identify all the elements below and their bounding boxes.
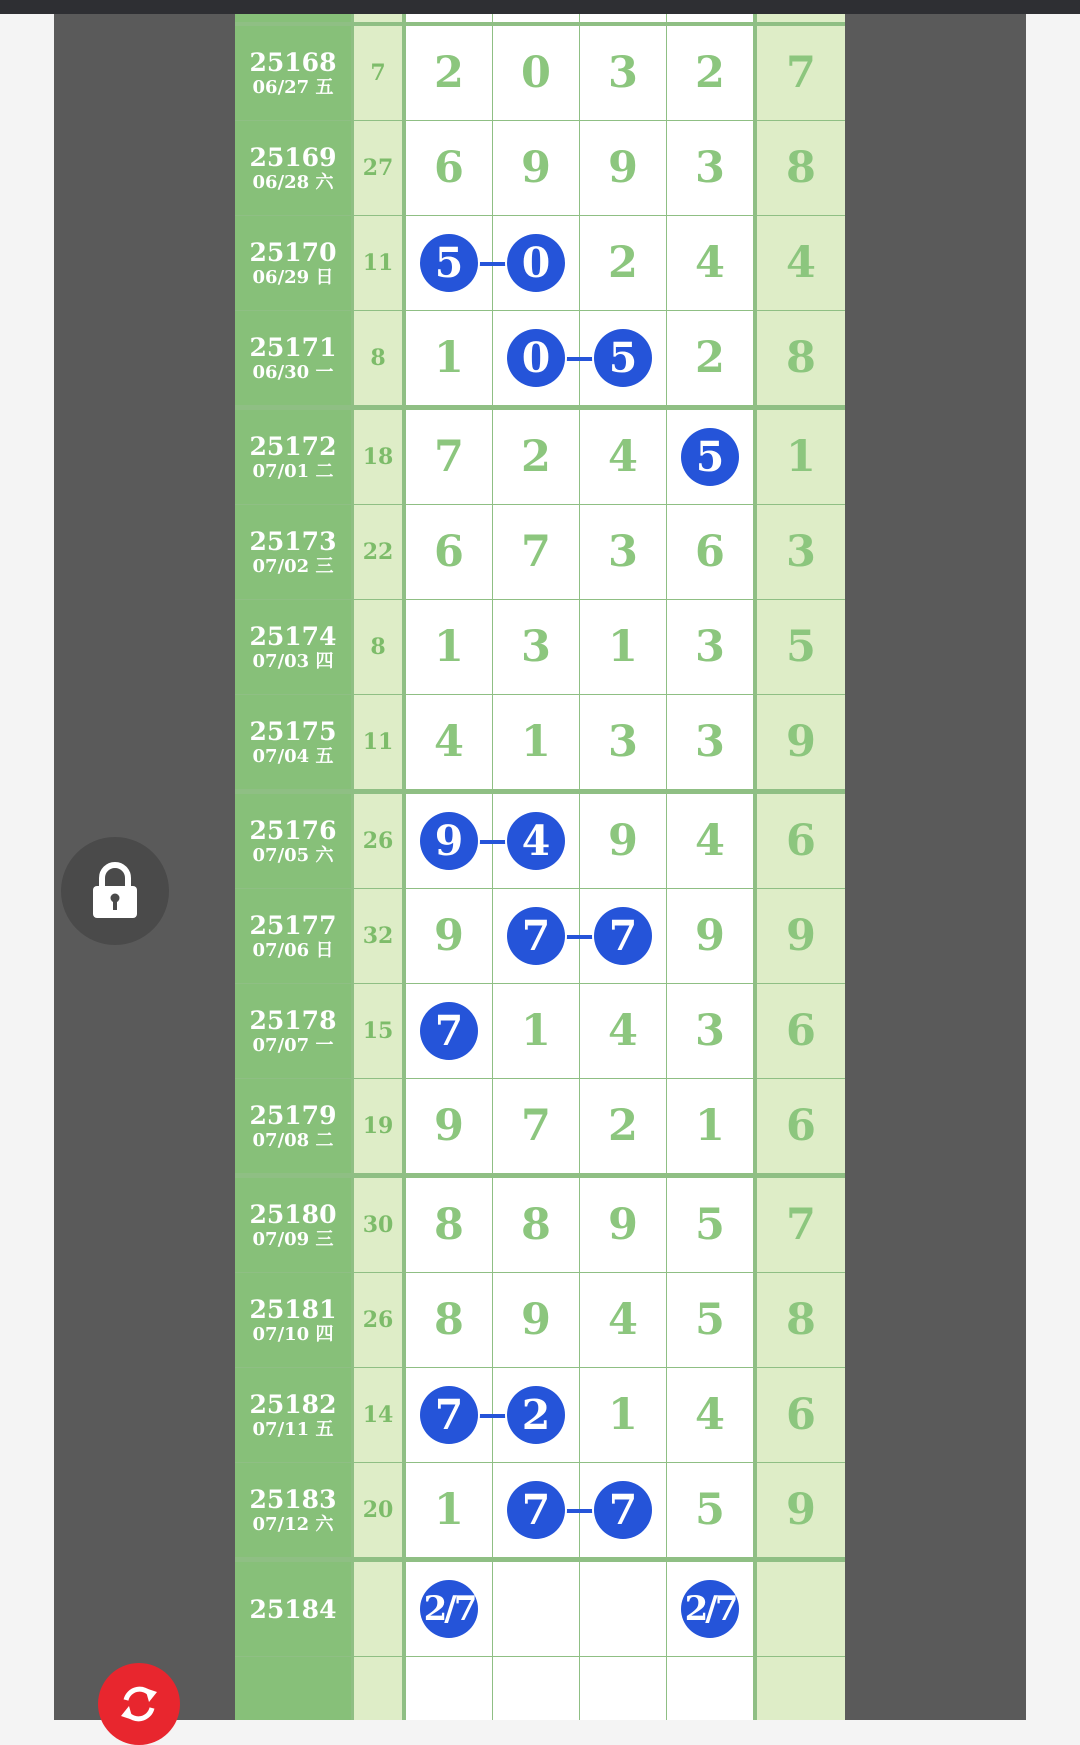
issue-number: 25174 — [249, 621, 337, 651]
digit-cell — [580, 794, 666, 888]
trend-table[interactable] — [235, 14, 845, 1720]
digit-cell — [406, 1178, 492, 1272]
digit-cell — [667, 600, 753, 694]
issue-number: 25173 — [249, 526, 337, 556]
issue-date: 07/05 六 — [252, 844, 334, 866]
digit-value: 8 — [521, 1200, 551, 1250]
digit-cell — [580, 505, 666, 599]
table-top-fragment — [235, 14, 845, 22]
issue-cell — [235, 1657, 351, 1720]
top-status-bar — [0, 0, 1080, 14]
issue-number: 25177 — [249, 910, 337, 940]
last-value-cell: 1 — [757, 410, 845, 504]
digit-cell — [667, 695, 753, 789]
digit-cell — [406, 1562, 492, 1656]
issue-number: 25182 — [249, 1389, 337, 1419]
issue-date: 07/06 日 — [252, 939, 334, 961]
digit-value: 1 — [521, 717, 551, 767]
digit-cell — [667, 1178, 753, 1272]
issue-date: 07/07 一 — [252, 1034, 334, 1056]
refresh-icon — [117, 1682, 161, 1726]
issue-date: 07/01 二 — [252, 460, 334, 482]
digit-cell — [406, 889, 492, 983]
ball-connector — [565, 1509, 594, 1513]
digit-cell — [667, 1562, 753, 1656]
digit-cell — [580, 1178, 666, 1272]
digit-cell — [406, 1463, 492, 1557]
issue-number: 25170 — [249, 237, 337, 267]
digit-value: 6 — [434, 527, 464, 577]
highlight-ball: 2/7 — [681, 1580, 739, 1638]
digit-value: 3 — [695, 1006, 725, 1056]
highlight-ball: 7 — [420, 1002, 478, 1060]
digit-value: 1 — [521, 1006, 551, 1056]
highlight-ball: 4 — [507, 812, 565, 870]
table-row — [235, 26, 845, 120]
digit-value: 6 — [695, 527, 725, 577]
digit-cell — [493, 1079, 579, 1173]
digit-value: 1 — [434, 333, 464, 383]
issue-cell — [235, 505, 351, 599]
digit-value: 3 — [608, 48, 638, 98]
digit-cell — [580, 984, 666, 1078]
sum-cell: 26 — [354, 1273, 402, 1367]
last-value-cell: 6 — [757, 794, 845, 888]
table-cell-fragment — [235, 14, 351, 22]
digit-cell — [406, 695, 492, 789]
last-value-cell: 9 — [757, 889, 845, 983]
digit-value: 5 — [695, 1200, 725, 1250]
issue-cell — [235, 1178, 351, 1272]
digit-cell — [667, 889, 753, 983]
table-row — [235, 1562, 845, 1656]
last-value-cell: 7 — [757, 26, 845, 120]
last-value-cell: 8 — [757, 121, 845, 215]
last-value-cell: 8 — [757, 1273, 845, 1367]
digit-cell — [406, 1273, 492, 1367]
digit-value: 9 — [521, 1295, 551, 1345]
highlight-ball: 0 — [507, 329, 565, 387]
issue-date: 07/10 四 — [252, 1323, 334, 1345]
digit-value: 1 — [608, 1390, 638, 1440]
refresh-button[interactable] — [98, 1663, 180, 1745]
issue-number: 25178 — [249, 1005, 337, 1035]
table-row — [235, 889, 845, 983]
last-value-cell — [757, 1657, 845, 1720]
issue-date: 06/29 日 — [252, 266, 334, 288]
digit-cell — [493, 984, 579, 1078]
digit-value: 5 — [695, 1295, 725, 1345]
issue-number: 25168 — [249, 47, 337, 77]
digit-cell — [493, 1273, 579, 1367]
sum-cell: 22 — [354, 505, 402, 599]
digit-cell — [493, 26, 579, 120]
table-cell-fragment — [757, 14, 845, 22]
ball-connector — [478, 840, 507, 844]
digit-value: 9 — [608, 816, 638, 866]
digit-value: 8 — [434, 1295, 464, 1345]
digit-cell — [667, 505, 753, 599]
digit-cell — [406, 410, 492, 504]
digit-cell — [580, 600, 666, 694]
digit-cell — [667, 410, 753, 504]
table-row — [235, 505, 845, 599]
highlight-ball: 5 — [594, 329, 652, 387]
sum-cell: 15 — [354, 984, 402, 1078]
digit-value: 8 — [434, 1200, 464, 1250]
digit-value: 4 — [608, 432, 638, 482]
issue-number: 25171 — [249, 332, 337, 362]
sum-cell: 11 — [354, 216, 402, 310]
digit-value: 4 — [695, 1390, 725, 1440]
sum-cell: 20 — [354, 1463, 402, 1557]
digit-cell — [580, 26, 666, 120]
sum-cell: 27 — [354, 121, 402, 215]
sum-cell: 8 — [354, 311, 402, 405]
issue-date: 06/27 五 — [252, 76, 334, 98]
digit-cell — [667, 216, 753, 310]
digit-cell — [580, 1273, 666, 1367]
issue-cell — [235, 1273, 351, 1367]
digit-value: 1 — [608, 622, 638, 672]
table-row — [235, 1178, 845, 1272]
table-row — [235, 600, 845, 694]
last-value-cell: 6 — [757, 984, 845, 1078]
sum-cell: 18 — [354, 410, 402, 504]
digit-cell — [580, 216, 666, 310]
digit-cell — [493, 410, 579, 504]
ball-connector — [565, 935, 594, 939]
table-row — [235, 1273, 845, 1367]
digit-cell — [493, 695, 579, 789]
highlight-ball: 5 — [681, 428, 739, 486]
table-cell-fragment — [493, 14, 579, 22]
digit-cell — [406, 121, 492, 215]
issue-date: 07/02 三 — [252, 555, 334, 577]
issue-number: 25180 — [249, 1199, 337, 1229]
digit-value: 0 — [521, 48, 551, 98]
highlight-ball: 0 — [507, 234, 565, 292]
digit-value: 9 — [434, 1101, 464, 1151]
digit-cell — [580, 410, 666, 504]
digit-cell — [580, 1562, 666, 1656]
digit-value: 3 — [695, 143, 725, 193]
digit-cell — [667, 1368, 753, 1462]
sum-cell: 7 — [354, 26, 402, 120]
digit-value: 4 — [608, 1295, 638, 1345]
table-row — [235, 1079, 845, 1173]
digit-cell — [580, 1657, 666, 1720]
issue-date: 06/30 一 — [252, 361, 334, 383]
digit-value: 7 — [521, 1101, 551, 1151]
last-value-cell: 9 — [757, 695, 845, 789]
digit-value: 6 — [434, 143, 464, 193]
digit-value: 1 — [434, 1485, 464, 1535]
digit-value: 9 — [695, 911, 725, 961]
highlight-ball: 2/7 — [420, 1580, 478, 1638]
issue-cell — [235, 26, 351, 120]
digit-value: 1 — [434, 622, 464, 672]
digit-cell — [667, 26, 753, 120]
digit-cell — [493, 121, 579, 215]
digit-cell — [667, 794, 753, 888]
issue-number: 25179 — [249, 1100, 337, 1130]
highlight-ball: 7 — [594, 907, 652, 965]
highlight-ball: 2 — [507, 1386, 565, 1444]
issue-cell — [235, 1562, 351, 1656]
last-value-cell — [757, 1562, 845, 1656]
digit-cell — [406, 1657, 492, 1720]
table-row — [235, 1463, 845, 1557]
lock-icon — [88, 860, 142, 922]
digit-cell — [406, 505, 492, 599]
digit-cell — [667, 1657, 753, 1720]
ball-connector — [478, 1414, 507, 1418]
highlight-ball: 7 — [420, 1386, 478, 1444]
table-row — [235, 1368, 845, 1462]
digit-value: 3 — [695, 717, 725, 767]
digit-value: 9 — [608, 1200, 638, 1250]
sum-cell: 30 — [354, 1178, 402, 1272]
issue-number: 25169 — [249, 142, 337, 172]
digit-cell — [667, 1273, 753, 1367]
digit-cell — [667, 311, 753, 405]
table-row — [235, 984, 845, 1078]
digit-value: 9 — [521, 143, 551, 193]
digit-value: 9 — [608, 143, 638, 193]
digit-cell — [580, 695, 666, 789]
digit-value: 7 — [521, 527, 551, 577]
last-value-cell: 6 — [757, 1368, 845, 1462]
highlight-ball: 9 — [420, 812, 478, 870]
sum-cell: 8 — [354, 600, 402, 694]
issue-number: 25184 — [249, 1594, 337, 1624]
digit-value: 3 — [608, 527, 638, 577]
table-row — [235, 311, 845, 405]
highlight-ball: 7 — [507, 907, 565, 965]
digit-cell — [667, 1463, 753, 1557]
digit-cell — [493, 1562, 579, 1656]
digit-cell — [667, 984, 753, 1078]
sum-cell — [354, 1562, 402, 1656]
issue-date: 07/12 六 — [252, 1513, 334, 1535]
table-cell-fragment — [580, 14, 666, 22]
issue-date: 07/04 五 — [252, 745, 334, 767]
digit-cell — [406, 1079, 492, 1173]
table-row — [235, 216, 845, 310]
digit-value: 4 — [695, 238, 725, 288]
last-value-cell: 5 — [757, 600, 845, 694]
issue-number: 25181 — [249, 1294, 337, 1324]
last-value-cell: 6 — [757, 1079, 845, 1173]
digit-value: 1 — [695, 1101, 725, 1151]
table-row — [235, 121, 845, 215]
digit-value: 2 — [608, 238, 638, 288]
issue-number: 25176 — [249, 815, 337, 845]
issue-cell — [235, 121, 351, 215]
digit-cell — [580, 1368, 666, 1462]
digit-value: 9 — [434, 911, 464, 961]
issue-cell — [235, 1368, 351, 1462]
digit-cell — [667, 121, 753, 215]
digit-cell — [493, 1178, 579, 1272]
digit-value: 7 — [434, 432, 464, 482]
table-row — [235, 410, 845, 504]
digit-cell — [406, 311, 492, 405]
lock-button[interactable] — [61, 837, 169, 945]
issue-number: 25172 — [249, 431, 337, 461]
highlight-ball: 7 — [507, 1481, 565, 1539]
issue-cell — [235, 1463, 351, 1557]
table-row — [235, 695, 845, 789]
digit-value: 4 — [608, 1006, 638, 1056]
issue-number: 25175 — [249, 716, 337, 746]
digit-cell — [406, 26, 492, 120]
ball-connector — [565, 357, 594, 361]
sum-cell: 26 — [354, 794, 402, 888]
issue-cell — [235, 695, 351, 789]
sum-cell — [354, 1657, 402, 1720]
sum-cell: 11 — [354, 695, 402, 789]
issue-cell — [235, 216, 351, 310]
issue-date: 07/08 二 — [252, 1129, 334, 1151]
issue-cell — [235, 889, 351, 983]
digit-cell — [580, 1079, 666, 1173]
digit-cell — [406, 984, 492, 1078]
last-value-cell: 9 — [757, 1463, 845, 1557]
table-cell-fragment — [354, 14, 402, 22]
table-row — [235, 794, 845, 888]
issue-cell — [235, 600, 351, 694]
highlight-ball: 5 — [420, 234, 478, 292]
digit-cell — [493, 505, 579, 599]
digit-value: 4 — [695, 816, 725, 866]
issue-date: 07/03 四 — [252, 650, 334, 672]
table-cell-fragment — [667, 14, 753, 22]
table-row — [235, 1657, 845, 1720]
digit-cell — [493, 1657, 579, 1720]
digit-value: 2 — [695, 333, 725, 383]
issue-number: 25183 — [249, 1484, 337, 1514]
issue-date: 07/09 三 — [252, 1228, 334, 1250]
sum-cell: 14 — [354, 1368, 402, 1462]
digit-value: 3 — [608, 717, 638, 767]
issue-date: 06/28 六 — [252, 171, 334, 193]
issue-cell — [235, 794, 351, 888]
issue-cell — [235, 1079, 351, 1173]
issue-cell — [235, 410, 351, 504]
issue-date: 07/11 五 — [252, 1418, 334, 1440]
digit-value: 4 — [434, 717, 464, 767]
digit-cell — [406, 600, 492, 694]
digit-value: 2 — [521, 432, 551, 482]
digit-value: 3 — [695, 622, 725, 672]
digit-cell — [493, 600, 579, 694]
digit-value: 5 — [695, 1485, 725, 1535]
digit-value: 3 — [521, 622, 551, 672]
sum-cell: 19 — [354, 1079, 402, 1173]
highlight-ball: 7 — [594, 1481, 652, 1539]
digit-value: 2 — [608, 1101, 638, 1151]
issue-cell — [235, 311, 351, 405]
last-value-cell: 7 — [757, 1178, 845, 1272]
last-value-cell: 8 — [757, 311, 845, 405]
ball-connector — [478, 262, 507, 266]
sum-cell: 32 — [354, 889, 402, 983]
last-value-cell: 3 — [757, 505, 845, 599]
digit-cell — [580, 121, 666, 215]
digit-value: 2 — [695, 48, 725, 98]
digit-cell — [667, 1079, 753, 1173]
issue-cell — [235, 984, 351, 1078]
last-value-cell: 4 — [757, 216, 845, 310]
digit-value: 2 — [434, 48, 464, 98]
table-cell-fragment — [406, 14, 492, 22]
